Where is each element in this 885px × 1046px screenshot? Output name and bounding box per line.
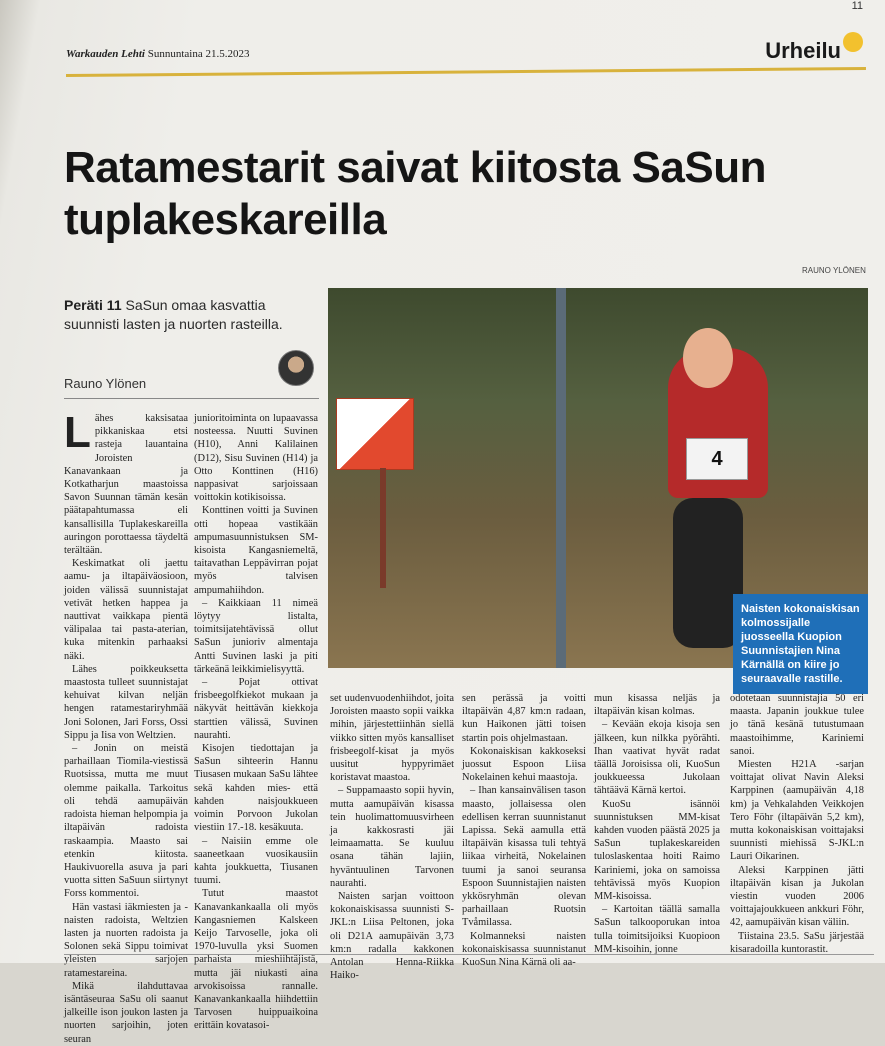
byline: Rauno Ylönen: [64, 376, 147, 391]
lead-paragraph: [64, 296, 314, 334]
column-2: [194, 412, 318, 1033]
author-avatar: [278, 350, 314, 386]
photo-credit: RAUNO YLÖNEN: [802, 266, 866, 275]
column-3: [330, 692, 454, 982]
paragraph: Lähes kaksisataa pikkaniskaa etsi rasteja lauantaina Joroisten Kanavankaan ja Kotkatharjun maastoissa Savon Suunnan tämän kesän päätapahtumassa eli kansallisilla Tuplakeskareilla auringon porottaessa täydeltä terältään.: [64, 408, 188, 557]
paragraph: – Kartoitan täällä samalla SaSun talkooporukan intoa tulla toimitsijoiksi Kuopioon MM-kisoihin, jonne: [594, 904, 720, 955]
paragraph: – Jonin on meistä parhaillaan Tiomila-viestissä Ruotsissa, mutta me muut olemme paikalla. Tarkoitus oli tehdä aamupäivän radoista hieman helpompia ja iltapäivän radoista raskaampia. Maasto sai etenkin kiitosta. Haukivuorella asuva ja pari vuotta sitten SaSuun siirtynyt Forss kommentoi.: [64, 743, 188, 900]
paragraph: junioritoiminta on lupaavassa nosteessa. Nuutti Suvinen (H10), Anni Kalilainen (D12), Sisu Suvinen (H14) ja Otto Konttinen (H16) nappasivat sarjoissaan voittokin kotikisoissa.: [194, 413, 318, 504]
lead-bold: Peräti 11: [64, 297, 122, 313]
paragraph: Keskimatkat oli jaettu aamu- ja iltapäiväosioon, joiden välissä suunnistajat vetivät hetken happea ja nauttivat vaikkapa pientä välipalaa tai pasta-aterian, kuka mitenkin parhaaksi näki.: [64, 558, 188, 662]
column-6: [730, 692, 864, 956]
bottom-rule: [64, 954, 874, 955]
paper-name: Warkauden Lehti: [66, 48, 145, 60]
runner-bib: 4: [686, 438, 748, 480]
drop-cap: L: [64, 408, 91, 457]
paragraph: set uudenvuodenhiihdot, joita Joroisten maasto sopii vaikka mihin, järjestettiinhän siellä viikko sitten myös kansalliset frisbeegolf-kisat ja myös uusitut hyppyrimäet koristavat maastoa.: [330, 693, 454, 784]
paragraph: KuoSu isännöi suunnistuksen MM-kisat kahden vuoden päästä 2025 ja SaSun tuplakeskareiden tuloslaskentaa hoiti Raimo Kariniemi, joka on samoissa tehtävissä myös Kuopion MM-kisoissa.: [594, 798, 720, 903]
paragraph: – Naisiin emme ole saaneetkaan vuosikausiin kahta joukkuetta, Tiusanen tuumi.: [194, 835, 318, 887]
paragraph: Konttinen voitti ja Suvinen otti hopeaa vastikään ampumasuunnistuksen SM-kisoista Kangasniemeltä, taitavathan Leppävirran pojat myös talvisen ampumahiihdon.: [194, 505, 318, 596]
paragraph: Naisten sarjan voittoon kokonaiskisassa suunnisti S-JKL:n Liisa Peltonen, joka oli D21A aamupäivän 3,73 km:n radalla kakkonen Antolan Henna-Riikka Haiko-: [330, 891, 454, 982]
page-number: 11: [851, 0, 863, 12]
section-dot-icon: [843, 32, 863, 52]
column-1: [64, 408, 188, 1046]
paragraph: – Ihan kansainvälisen tason maasto, jollaisessa olen edellisen kerran suunnistanut Lapissa. Sekä aamulla että iltapäivän kisassa tuli tehtyä liikaa virheitä, Nokelainen tuumi ja sanoi seuransa Espoon Suunnistajien naisten ykkösryhmän olevan parhaillaan Ruotsin Tvåmilassa.: [462, 785, 586, 929]
section-label: Urheilu: [765, 38, 841, 63]
paragraph: Kolmanneksi naisten kokonaiskisassa suunnistanut KuoSun Nina Kärnä oli aa-: [462, 930, 586, 969]
byline-rule: [64, 398, 319, 399]
headline: Ratamestarit saivat kiitosta SaSun tuplakeskareilla: [64, 143, 766, 244]
photo-caption: Naisten kokonaiskisan kolmossijalle juosseella Kuopion Suunnistajien Nina Kärnällä on kiire jo seuraavalle rastille.: [733, 594, 868, 694]
paragraph: sen perässä ja voitti iltapäivän 4,87 km:n radaan, kun Haikonen jätti toisen startin pois ohjelmastaan.: [462, 693, 586, 744]
paragraph: – Pojat ottivat frisbeegolfkiekot mukaan ja näkyvät heittävän kiekkoja starttien välissä, Suvinen naurahti.: [194, 677, 318, 741]
issue-date: Sunnuntaina 21.5.2023: [147, 48, 250, 60]
photo-tree-trunk: [556, 288, 566, 668]
paragraph: – Suppamaasto sopii hyvin, mutta aamupäivän kisassa tein huolimattomuusvirheen ja kakkosrasti jäi leimaamatta. Se kuuluu osana tähän lajiin, hyväntuulinen Tarvonen naurahti.: [330, 785, 454, 889]
paragraph: Tiistaina 23.5. SaSu järjestää kisaradoilla kuntorastit.: [730, 930, 864, 955]
flag-pole: [380, 468, 386, 588]
column-4: [462, 692, 586, 969]
lead-text: SaSun omaa kasvattia suunnisti lasten ja nuorten rasteilla.: [64, 297, 283, 332]
masthead: [66, 48, 249, 60]
header-rule: [66, 67, 866, 77]
paragraph: Aleksi Karppinen jätti iltapäivän kisan ja Jukolan viestin vuoden 2006 voittajajoukkueen ankkuri Föhr, 42, aamupäivän kisan väliin.: [730, 864, 864, 929]
paragraph: mun kisassa neljäs ja iltapäivän kisan kolmas.: [594, 693, 720, 718]
runner-head: [683, 328, 733, 388]
paragraph: Lähes poikkeuksetta maastosta tulleet suunnistajat kehuivat kilvan neljän hengen ratamestariryhmää Joni Solonen, Jari Forss, Ossi Sippu ja Iisa von Weltzien.: [64, 663, 188, 741]
orienteering-flag: [336, 398, 414, 470]
paragraph: Tutut maastot Kanavankankaalla oli myös Kangasniemen Kalskeen Keijo Tarvoselle, joka oli 1970-luvulla yksi Suomen parhaista mieshiihtäjistä, mutta jäi niukasti aina arvokisoissa rannalle. Kanavankankaalla hiihdettiin Tarvosen huippuaikoina erittäin kovatasoi-: [194, 888, 318, 1032]
paragraph: Kokonaiskisan kakkoseksi juossut Espoon Liisa Nokelainen kehui maastoja.: [462, 745, 586, 784]
column-5: [594, 692, 720, 956]
paragraph: – Kaikkiaan 11 nimeä löytyy listalta, toimitsijatehtävissä ollut SaSun junioriv almentaja Antti Suvinen laski ja piti tärkeänä leikkimielisyyttä.: [194, 597, 318, 675]
paragraph: Mikä ilahduttavaa isäntäseuraa SaSu oli saanut jalkeille ison joukon lasten ja nuorten sarjoihin, joten seuran: [64, 980, 188, 1045]
paragraph: odotetaan suunnistajia 50 eri maasta. Japanin joukkue tulee jo tänä kesänä tutustumaan maastoihimme, Kariniemi sanoi.: [730, 693, 864, 757]
paragraph: – Kevään ekoja kisoja sen jälkeen, kun nilkka pyörähti. Ihan vaativat hyvät radat täällä Joroisissa oli, KuoSun joukkueessa Jukolaan tähtäävä Kärnä kertoi.: [594, 719, 720, 797]
paragraph: Kisojen tiedottajan ja SaSun sihteerin Hannu Tiusasen mukaan SaSu lähtee sekä kahden mies- että kahden naisjoukkueen voimin Porvoon Jukolan viestiin 17.-18. kesäkuuta.: [194, 743, 318, 834]
paragraph: Hän vastasi iäkmiesten ja -naisten radoista, Weltzien lasten ja nuorten radoista ja Solonen sekä Sippu toimivat yleisten sarjojen ratamestareina.: [64, 901, 188, 979]
paragraph: Miesten H21A -sarjan voittajat olivat Navin Aleksi Karppinen (aamupäivän 4,18 km) ja Vehkalahden Veikkojen Tero Föhr (iltapäivän 5,2 km), mutta kokonaiskisan voittajaksi suunnisti miehissä S-JKL:n Lauri Oikarinen.: [730, 759, 864, 863]
